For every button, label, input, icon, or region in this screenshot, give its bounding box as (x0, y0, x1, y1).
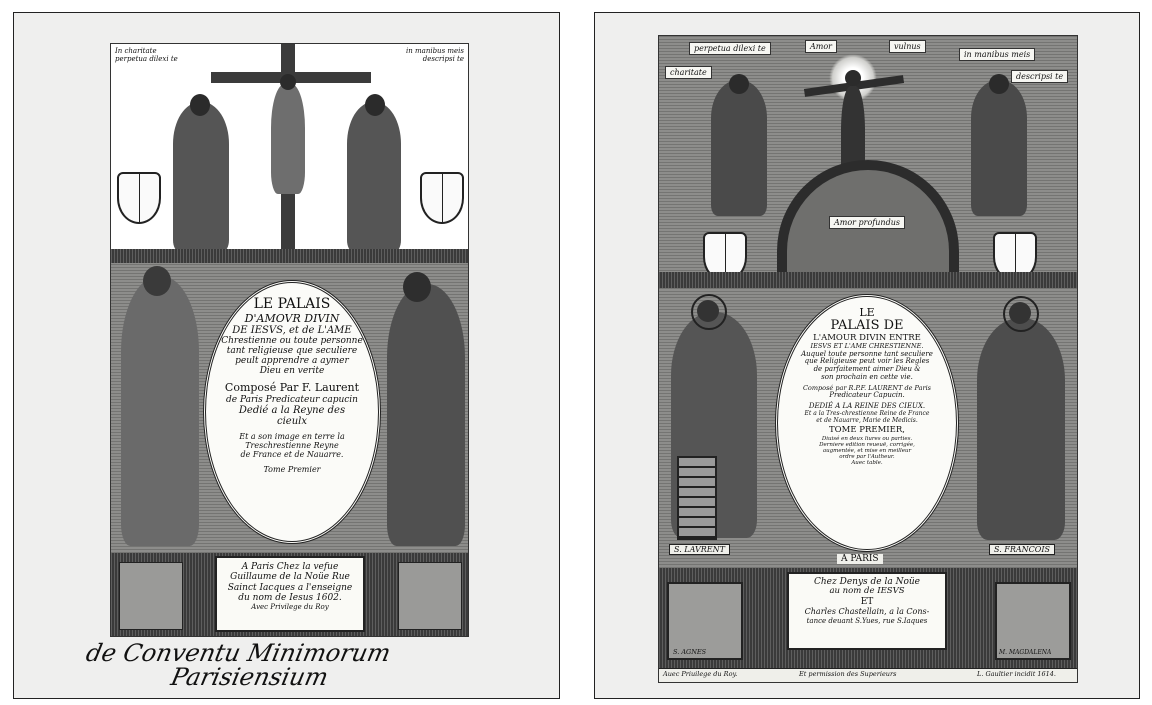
inscription-line-2: Parisiensium (168, 663, 331, 691)
author-line-4: cieulx (277, 416, 307, 428)
bottom-right-vignette (398, 562, 462, 630)
title-line-1: LE (859, 306, 875, 319)
bottom-left-vignette (667, 582, 743, 660)
footer-permission: Et permission des Superieurs (799, 670, 897, 678)
ownership-inscription (79, 641, 393, 689)
left-saint-label: S. LAVRENT (669, 544, 730, 555)
right-frontispiece-panel (594, 12, 1140, 699)
banner-charitate: charitate (665, 66, 712, 79)
dedication-line-2: Treschrestienne Reyne (245, 441, 339, 451)
dedication-line-2: Et a la Tres-chrestienne Reine de France (804, 409, 930, 417)
imprint-line-1: A Paris Chez la vefue (241, 562, 339, 572)
title-line-4: IESVS ET L'AME CHRESTIENNE. (810, 342, 924, 351)
title-line-5: tant religieuse que seculiere (226, 346, 358, 357)
banner-amor: Amor (805, 40, 837, 53)
bottom-left-vignette (119, 562, 183, 630)
imprint-line-4: Charles Chastellain, a la Cons- (804, 607, 930, 617)
author-line-1: Composé Par F. Laurent (224, 381, 360, 395)
footer-engraver: L. Gaultier incidit 1614. (977, 670, 1057, 678)
detail-line-4: ordre par l'Autheur. (839, 454, 895, 461)
banner-vulnus: vulnus (889, 40, 926, 53)
title-line-5: Auquel toute personne tant seculiere (801, 349, 933, 358)
title-line-4: Chrestienne ou toute personne (221, 336, 363, 347)
imprint-line-2: Guillaume de la Noüe Rue (230, 572, 350, 583)
title-line-2: PALAIS DE (830, 318, 904, 334)
gridiron (677, 456, 717, 540)
right-saint-figure (387, 284, 465, 546)
imprint-line-2: au nom de IESVS (829, 586, 905, 597)
detail-line-3: augmentée, et mise en meilleur (822, 448, 912, 455)
top-left-standing-figure (711, 80, 767, 216)
imprint-line-3: Sainct Iacques a l'enseigne (227, 582, 353, 593)
author-line-3: Dedié a la Reyne des (238, 404, 346, 416)
saint-francois-figure (977, 318, 1065, 540)
volume-label: TOME PREMIER, (829, 425, 905, 436)
imprint-cartouche (215, 556, 365, 632)
crucified-head (280, 74, 296, 90)
author-line-1: Composé par R.P.F. LAURENT de Paris (802, 383, 932, 392)
top-right-scroll-text: in manibus meis descripsi te (406, 47, 464, 63)
mary-head (190, 94, 210, 116)
virgin-mary-figure (173, 102, 229, 252)
detail-line-1: Diuisé en deux liures ou parties. (821, 435, 913, 442)
volume-label: Tome Premier (263, 465, 321, 475)
author-line-2: Predicateur Capucin. (829, 391, 905, 400)
entablature (659, 272, 1077, 288)
saint-francois-head (1009, 302, 1031, 324)
title-line-7: de parfaitement aimer Dieu & (813, 365, 921, 374)
imprint-line-3: ET (860, 597, 874, 608)
right-coat-of-arms (420, 172, 464, 224)
detail-line-2: Derniere edition reueuë, corrigée, (819, 441, 915, 448)
dedication-line-1: Et a son image en terre la (239, 432, 345, 442)
upper-ledge (111, 249, 468, 263)
right-saint-head (403, 272, 431, 302)
title-oval (775, 294, 959, 552)
title-line-3: DE IESVS, et de L'AME (232, 324, 352, 336)
imprint-line-4: du nom de Iesus 1602. (238, 593, 342, 604)
imprint-cartouche (787, 572, 947, 650)
title-line-1: LE PALAIS (253, 296, 331, 312)
banner-in-manibus: in manibus meis (959, 48, 1035, 61)
title-line-3: L'AMOUR DIVIN ENTRE (813, 332, 921, 343)
footer-privilege: Auec Priuilege du Roy. (663, 670, 738, 678)
banner-descripsi: descripsi te (1011, 70, 1068, 83)
top-right-figure-head (989, 74, 1009, 94)
a-paris-label: A PARIS (837, 554, 883, 564)
right-saint-label: S. FRANCOIS (989, 544, 1055, 555)
bottom-left-vignette-label: S. AGNES (673, 648, 707, 656)
title-line-7: Dieu en verite (259, 366, 325, 377)
bottom-right-vignette-label: M. MAGDALENA (999, 649, 1052, 656)
left-engraving-plate (110, 43, 469, 637)
author-line-2: de Paris Predicateur capucin (226, 394, 358, 405)
left-saint-figure (121, 276, 199, 546)
imprint-line-1: Chez Denys de la Noüe (814, 577, 920, 587)
top-left-scroll-text: In charitate perpetua dilexi te (115, 47, 178, 63)
saint-laurent-head (697, 300, 719, 322)
right-engraving-plate (658, 35, 1078, 683)
title-line-2: D'AMOVR DIVIN (244, 311, 340, 325)
banner-perpetua: perpetua dilexi te (689, 42, 771, 55)
john-head (365, 94, 385, 116)
title-line-6: que Religieuse peut voir les Regles (804, 357, 930, 366)
title-line-8: son prochain en cette vie. (821, 373, 913, 382)
saint-john-figure (347, 102, 401, 252)
title-oval (203, 280, 381, 544)
top-left-figure-head (729, 74, 749, 94)
imprint-line-5: tance deuant S.Yues, rue S.Iaques (806, 616, 928, 625)
imprint-privilege: Avec Privilege du Roy (251, 603, 329, 612)
dedication-line-1: DEDIÉ A LA REINE DES CIEUX. (808, 402, 926, 411)
title-line-6: peult apprendre a aymer (235, 356, 349, 367)
detail-line-5: Auec table. (851, 460, 883, 467)
crucified-figure (271, 84, 305, 194)
christ-head (845, 70, 861, 86)
left-saint-head (143, 266, 171, 296)
left-coat-of-arms (117, 172, 161, 224)
inscription-line-1: de Conventu Minimorum (83, 639, 394, 667)
dedication-line-3: et de Nauarre, Marie de Medicis. (816, 416, 918, 424)
banner-amor-profundus: Amor profundus (829, 216, 905, 229)
left-frontispiece-panel (13, 12, 560, 699)
top-right-standing-figure (971, 80, 1027, 216)
dedication-line-3: de France et de Nauarre. (240, 450, 344, 460)
bottom-right-vignette (995, 582, 1071, 660)
